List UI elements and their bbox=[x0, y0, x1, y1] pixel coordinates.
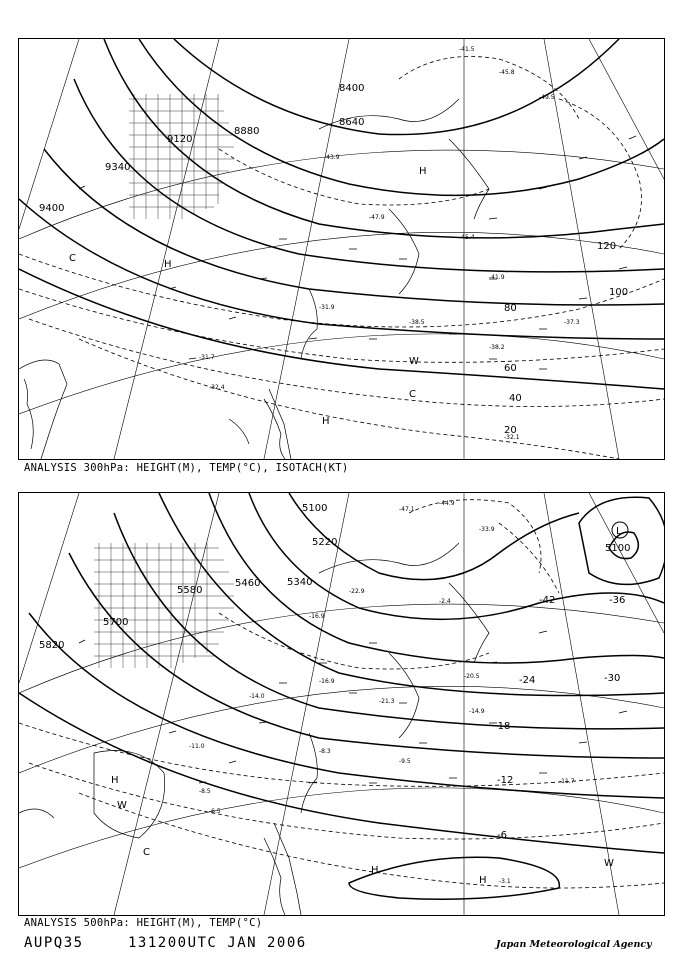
height-label-1: 8400 bbox=[339, 83, 365, 94]
height-label-8: 5100 bbox=[605, 543, 631, 554]
svg-text:-49.5: -49.5 bbox=[539, 94, 555, 101]
mark-h-3: H bbox=[322, 416, 330, 427]
svg-text:-38.5: -38.5 bbox=[409, 319, 425, 326]
svg-text:-14.0: -14.0 bbox=[249, 693, 265, 700]
mark-w-1: W bbox=[117, 800, 127, 811]
map-500hpa bbox=[18, 492, 665, 916]
svg-text:-43.9: -43.9 bbox=[324, 154, 340, 161]
mark-h-2: H bbox=[164, 259, 172, 270]
svg-text:-11.7: -11.7 bbox=[559, 778, 575, 785]
svg-text:-47.1: -47.1 bbox=[399, 506, 415, 513]
height-label-6: 5700 bbox=[103, 617, 129, 628]
temp-label-6: -6 bbox=[497, 830, 507, 841]
svg-text:-37.3: -37.3 bbox=[564, 319, 580, 326]
svg-text:-45.8: -45.8 bbox=[499, 69, 515, 76]
wind-barbs bbox=[79, 631, 627, 783]
svg-text:-2.4: -2.4 bbox=[439, 598, 451, 605]
mark-h-1: H bbox=[419, 166, 427, 177]
svg-text:-32.4: -32.4 bbox=[209, 384, 225, 391]
svg-text:-33.9: -33.9 bbox=[479, 526, 495, 533]
svg-text:-16.9: -16.9 bbox=[309, 613, 325, 620]
temp-label-36: -36 bbox=[609, 595, 626, 606]
valid-time: 131200UTC JAN 2006 bbox=[128, 935, 307, 951]
svg-text:-41.5: -41.5 bbox=[459, 46, 475, 53]
height-label-1: 5100 bbox=[302, 503, 328, 514]
caption-500hpa: ANALYSIS 500hPa: HEIGHT(M), TEMP(°C) bbox=[24, 917, 263, 929]
temp-label-12: -12 bbox=[497, 775, 514, 786]
height-label-5: 9340 bbox=[105, 162, 131, 173]
height-label-7: 5820 bbox=[39, 640, 65, 651]
coastline bbox=[19, 99, 489, 459]
svg-text:-8.3: -8.3 bbox=[319, 748, 331, 755]
svg-text:-22.9: -22.9 bbox=[349, 588, 365, 595]
isotach-label-60: 60 bbox=[504, 363, 517, 374]
isotach-label-80: 80 bbox=[504, 303, 517, 314]
temp-label-18: -18 bbox=[494, 721, 511, 732]
height-label-2: 8640 bbox=[339, 117, 365, 128]
height-label-2: 5220 bbox=[312, 537, 338, 548]
isotach-label-40: 40 bbox=[509, 393, 522, 404]
svg-text:-20.5: -20.5 bbox=[464, 673, 480, 680]
isotach-label-100: 100 bbox=[609, 287, 629, 298]
height-label-6: 9400 bbox=[39, 203, 65, 214]
mark-h-3: H bbox=[479, 875, 487, 886]
product-code: AUPQ35 bbox=[24, 935, 84, 951]
height-label-5: 5580 bbox=[177, 585, 203, 596]
svg-text:-8.5: -8.5 bbox=[199, 788, 211, 795]
svg-text:-31.9: -31.9 bbox=[319, 304, 335, 311]
svg-text:-32.1: -32.1 bbox=[504, 434, 520, 441]
svg-text:-11.0: -11.0 bbox=[189, 743, 205, 750]
svg-text:-31.7: -31.7 bbox=[199, 354, 215, 361]
map-500hpa-svg bbox=[19, 493, 664, 915]
mark-h-2: H bbox=[371, 865, 379, 876]
svg-text:-21.3: -21.3 bbox=[379, 698, 395, 705]
caption-300hpa: ANALYSIS 300hPa: HEIGHT(M), TEMP(°C), ISOTACH(KT) bbox=[24, 462, 349, 474]
temp-label-24: -24 bbox=[519, 675, 536, 686]
svg-text:-3.1: -3.1 bbox=[499, 878, 511, 885]
mark-c-2: C bbox=[409, 389, 416, 400]
height-label-3: 8880 bbox=[234, 126, 260, 137]
station-values bbox=[199, 46, 580, 441]
agency-name: Japan Meteorological Agency bbox=[496, 939, 652, 950]
isotach-label-120: 120 bbox=[597, 241, 617, 252]
svg-text:-47.9: -47.9 bbox=[369, 214, 385, 221]
height-label-4: 9120 bbox=[167, 134, 193, 145]
station-values bbox=[189, 500, 575, 885]
svg-text:-44.9: -44.9 bbox=[439, 500, 455, 507]
isotach-label-20: 20 bbox=[504, 425, 517, 436]
svg-text:-14.9: -14.9 bbox=[469, 708, 485, 715]
map-300hpa-svg bbox=[19, 39, 664, 459]
map-300hpa bbox=[18, 38, 665, 460]
svg-text:-16.9: -16.9 bbox=[319, 678, 335, 685]
svg-text:-9.5: -9.5 bbox=[399, 758, 411, 765]
isotherms bbox=[19, 500, 664, 888]
svg-text:-45.4: -45.4 bbox=[459, 234, 475, 241]
temp-label-42: -42 bbox=[539, 595, 556, 606]
graticule bbox=[19, 493, 664, 915]
svg-text:-6.5: -6.5 bbox=[209, 808, 221, 815]
height-label-3: 5340 bbox=[287, 577, 313, 588]
mark-h-1: H bbox=[111, 775, 119, 786]
mark-c-1: C bbox=[143, 847, 150, 858]
mark-w-1: W bbox=[409, 356, 419, 367]
height-label-4: 5460 bbox=[235, 578, 261, 589]
mark-l-1: L bbox=[616, 526, 622, 537]
coastline bbox=[19, 543, 489, 915]
mark-c-1: C bbox=[69, 253, 76, 264]
mark-w-2: W bbox=[604, 858, 614, 869]
svg-text:-38.2: -38.2 bbox=[489, 344, 505, 351]
height-contours bbox=[19, 493, 664, 899]
temp-label-30: -30 bbox=[604, 673, 621, 684]
svg-text:-41.9: -41.9 bbox=[489, 274, 505, 281]
